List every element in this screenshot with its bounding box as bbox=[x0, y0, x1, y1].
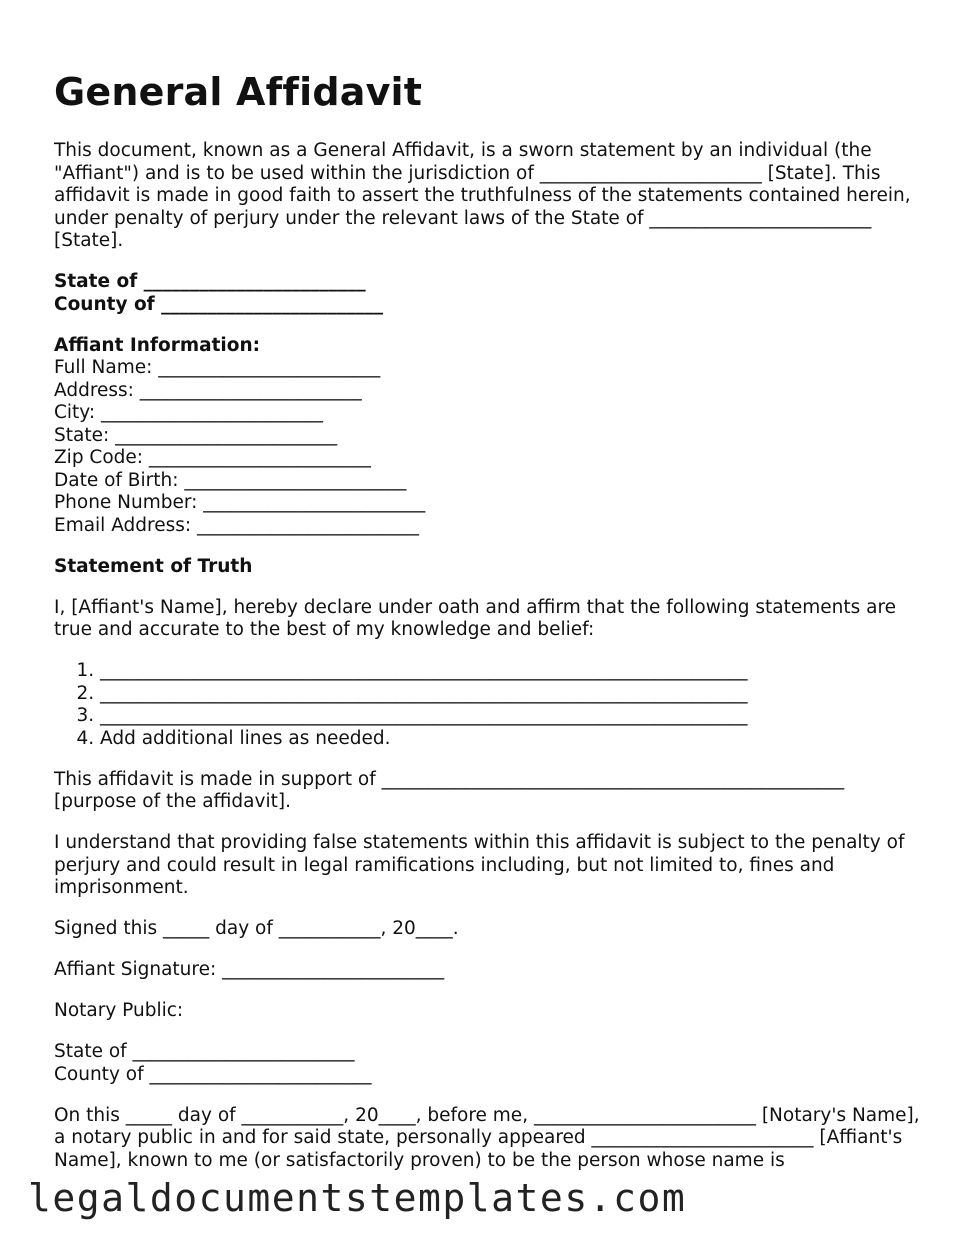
watermark-text: legaldocumentstemplates.com bbox=[28, 1176, 687, 1220]
venue-state: State of ________________________ bbox=[54, 271, 366, 292]
statement-item: 3. ______________________________________________________________________ bbox=[100, 705, 924, 728]
statement-item: 4. Add additional lines as needed. bbox=[100, 728, 924, 751]
statement-list bbox=[54, 660, 924, 750]
document-page bbox=[54, 70, 924, 1172]
field-email: Email Address: ________________________ bbox=[54, 514, 419, 536]
notary-venue-county: County of ________________________ bbox=[54, 1063, 372, 1085]
affiant-info-heading: Affiant Information: bbox=[54, 334, 261, 356]
venue-block bbox=[54, 271, 924, 316]
support-paragraph: This affidavit is made in support of __________________________________________________ [purpose of the affidavit]. bbox=[54, 768, 845, 812]
field-phone: Phone Number: ________________________ bbox=[54, 492, 426, 513]
signed-line: Signed this _____ day of ___________, 20____. bbox=[54, 918, 459, 939]
statement-item: 2. ______________________________________________________________________ bbox=[100, 683, 924, 706]
field-state: State: ________________________ bbox=[54, 424, 338, 446]
field-address: Address: ________________________ bbox=[54, 379, 362, 401]
notary-paragraph: On this _____ day of ___________, 20____, before me, ________________________ [Notary's Name], a notary public in and for said state, personally appeared ________________________ [Affiant's Name], known to me (or satisfactorily proven) to be the person whose name is bbox=[54, 1104, 920, 1171]
document-title: General Affidavit bbox=[54, 70, 423, 114]
field-zip: Zip Code: ________________________ bbox=[54, 447, 371, 468]
statement-item: 1. ______________________________________________________________________ bbox=[100, 660, 924, 683]
notary-heading: Notary Public: bbox=[54, 1000, 184, 1021]
affiant-info-block bbox=[54, 335, 924, 538]
penalty-paragraph: I understand that providing false statements within this affidavit is subject to the penalty of perjury and could result in legal ramifications including, but not limited to, fines and imprisonment. bbox=[54, 832, 905, 898]
notary-venue-state: State of ________________________ bbox=[54, 1041, 355, 1062]
venue-county: County of ________________________ bbox=[54, 293, 384, 315]
notary-venue-block bbox=[54, 1041, 924, 1086]
statement-heading: Statement of Truth bbox=[54, 555, 253, 577]
field-full-name: Full Name: ________________________ bbox=[54, 357, 381, 378]
intro-paragraph: This document, known as a General Affidavit, is a sworn statement by an individual (the "Affiant") and is to be used within the jurisdiction of ________________________ [State]. This affidavit is made in good faith to assert the truthfulness of the statements contained herein, under penalty of perjury under the relevant laws of the State of ________________________ [State]. bbox=[54, 140, 911, 251]
field-dob: Date of Birth: ________________________ bbox=[54, 469, 407, 491]
field-city: City: ________________________ bbox=[54, 402, 324, 423]
signature-line: Affiant Signature: ________________________ bbox=[54, 959, 445, 980]
statement-declaration: I, [Affiant's Name], hereby declare under oath and affirm that the following statements are true and accurate to the best of my knowledge and belief: bbox=[54, 596, 897, 640]
